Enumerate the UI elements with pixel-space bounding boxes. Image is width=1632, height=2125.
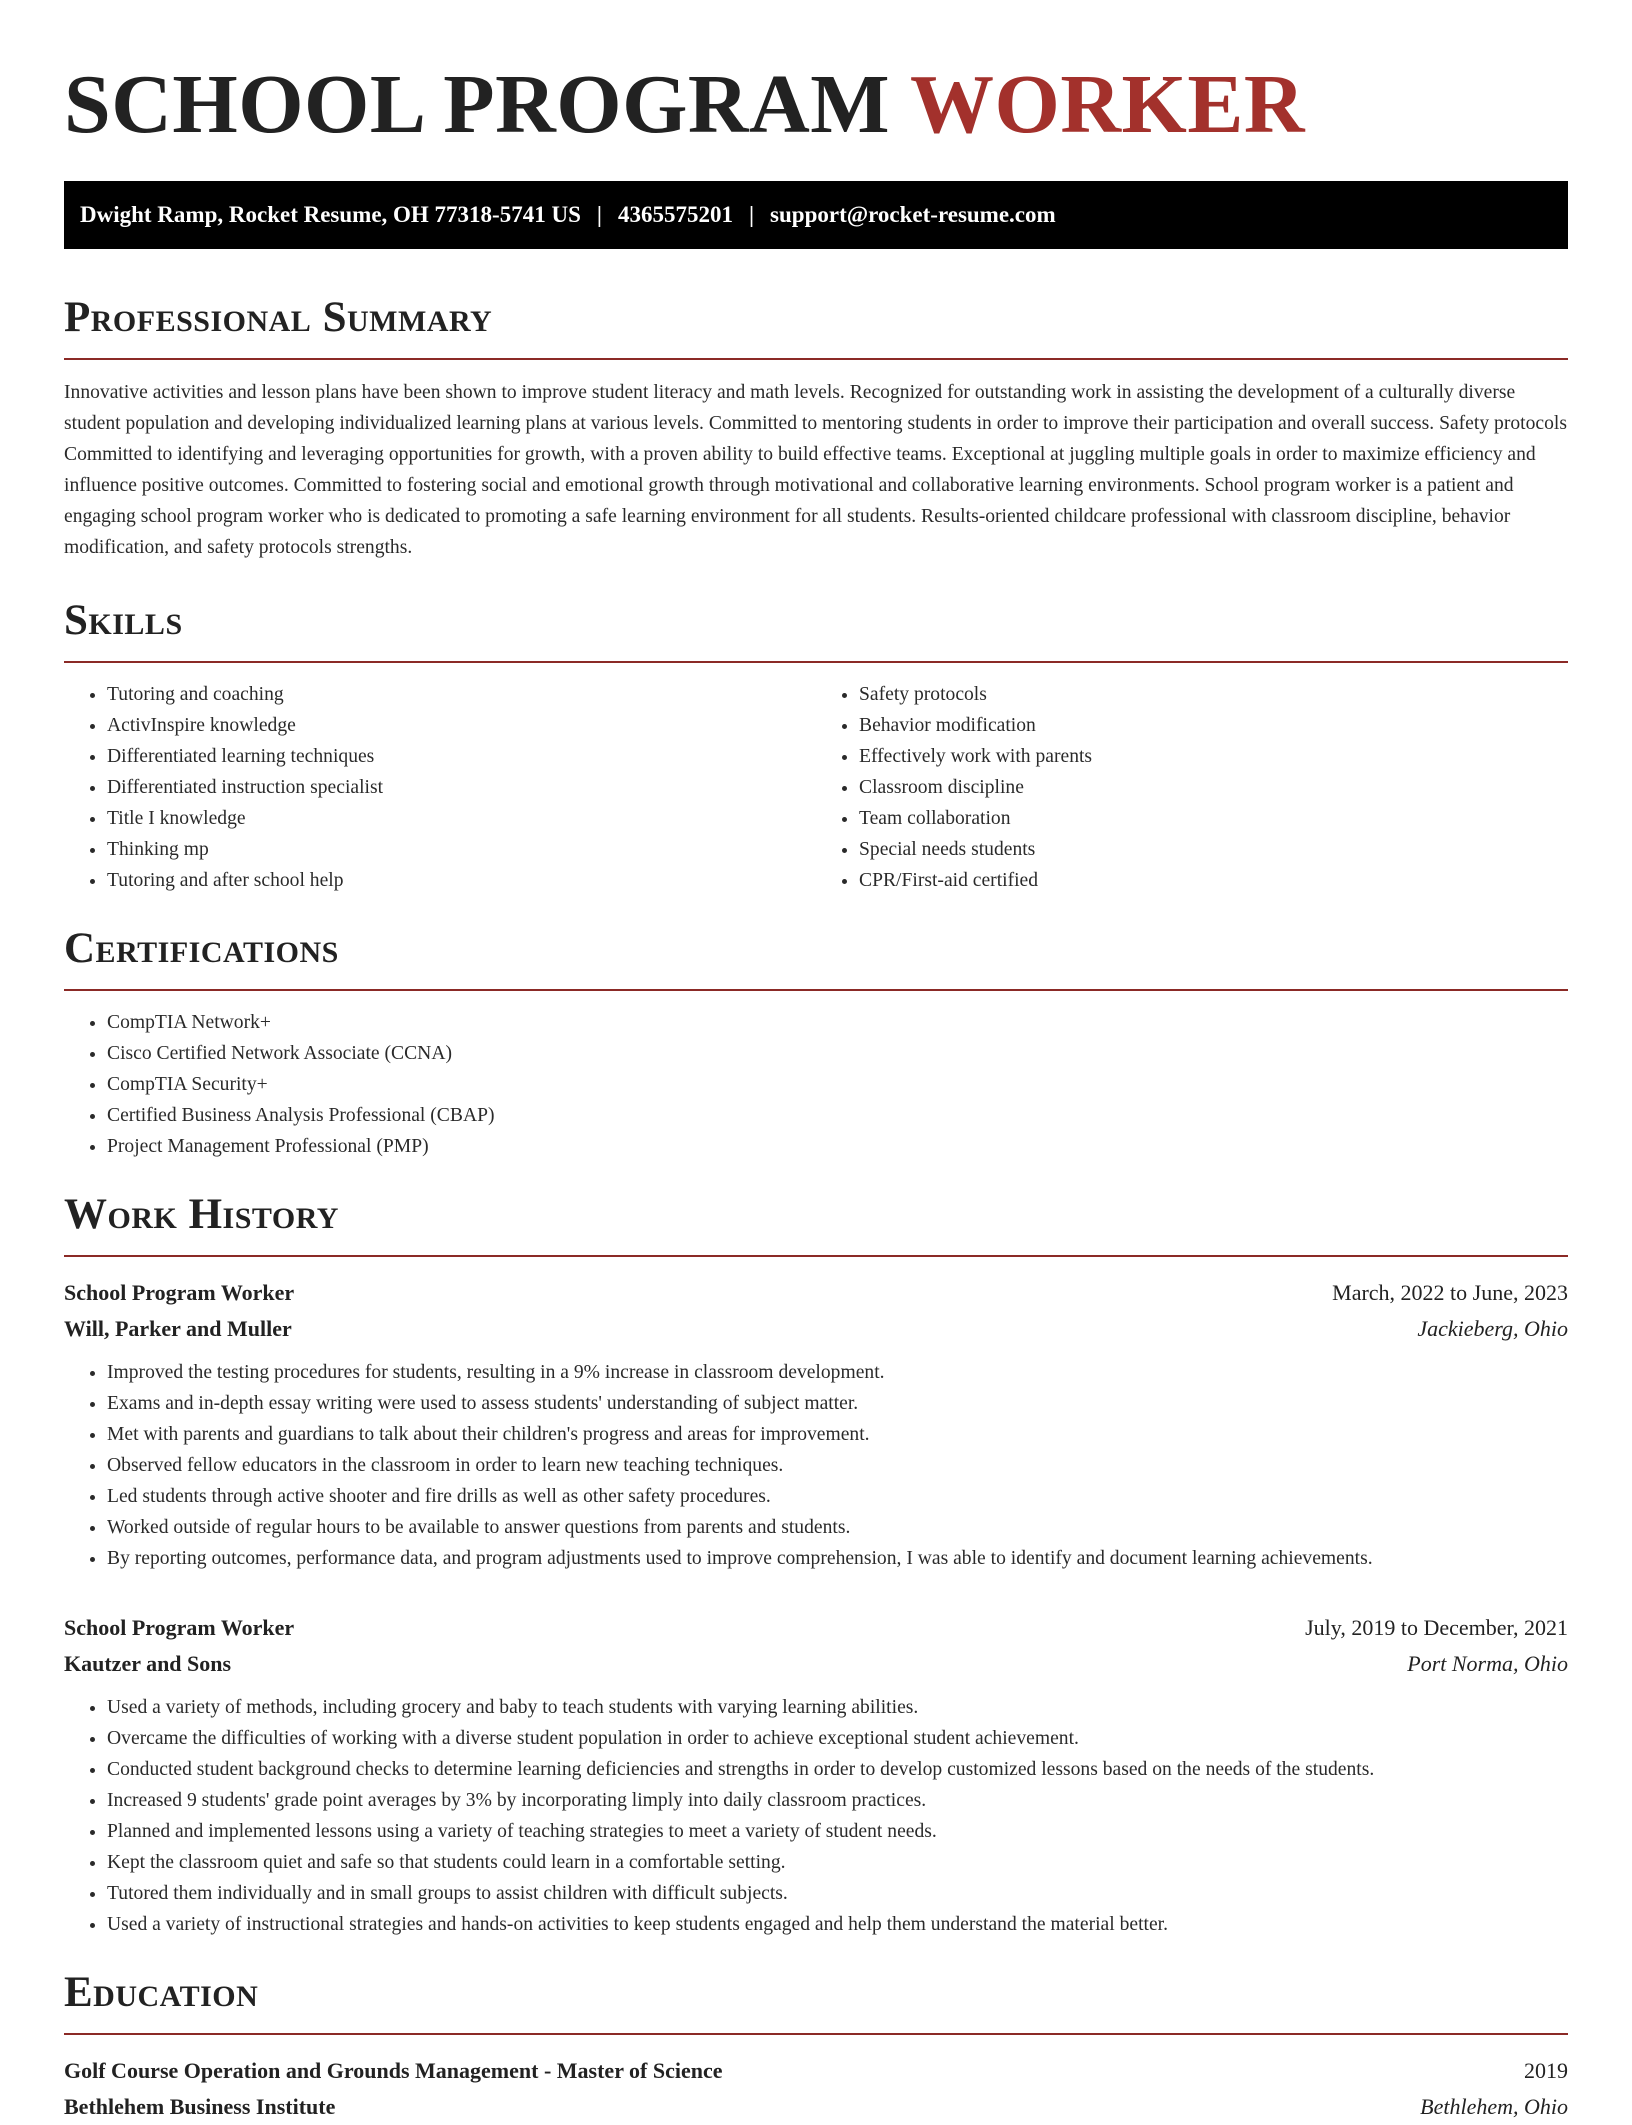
summary-text: Innovative activities and lesson plans have been shown to improve student literacy and math levels. Recognized for outstanding work in assisting the development of a culturally diverse student population and developing individualized learning plans at various levels. Committed to mentoring students in order to improve their participation and overall success. Safety protocols Committed to identifying and leveraging opportunities for growth, with a proven ability to build effective teams. Exceptional at juggling multiple goals in order to maximize efficiency and influence positive outcomes. Committed to fostering social and emotional growth through motivational and collaborative learning environments. School program worker is a patient and engaging school program worker who is dedicated to promoting a safe learning environment for all students. Results-oriented childcare professional with classroom discipline, behavior modification, and safety protocols strengths. — [64, 382, 1567, 558]
skill-item: • CPR/First-aid certified — [859, 865, 1568, 896]
education-school: Bethlehem Business Institute — [64, 2094, 336, 2119]
education-section — [64, 1968, 1568, 2125]
job-location: Port Norma, Ohio — [1407, 1651, 1568, 1676]
certification-item: • Cisco Certified Network Associate (CCNA) — [107, 1038, 1568, 1069]
certification-item: • Certified Business Analysis Professional (CBAP) — [107, 1100, 1568, 1131]
summary-section — [64, 293, 1568, 563]
job-bullet: • Overcame the difficulties of working with a diverse student population in order to achieve exceptional student achievement. — [107, 1723, 1568, 1754]
section-divider — [64, 358, 1568, 360]
education-degree: Golf Course Operation and Grounds Management - Master of Science — [64, 2058, 723, 2083]
contact-phone: 4365575201 — [617, 202, 733, 227]
education-location: Bethlehem, Ohio — [1420, 2094, 1568, 2119]
section-heading: Skills — [64, 597, 183, 644]
job-bullet: • Met with parents and guardians to talk about their children's progress and areas for improvement. — [107, 1419, 1568, 1450]
resume-page — [64, 0, 1568, 2125]
job-bullet: • By reporting outcomes, performance data, and program adjustments used to improve comprehension, I was able to identify and document learning achievements. — [107, 1543, 1568, 1574]
job-entry — [64, 1610, 1568, 1940]
education-entry — [64, 2053, 1568, 2125]
section-divider — [64, 1255, 1568, 1257]
skill-item: • Classroom discipline — [859, 772, 1568, 803]
skill-item: • Safety protocols — [859, 679, 1568, 710]
job-bullets — [64, 1692, 1568, 1940]
section-divider — [64, 2033, 1568, 2035]
skills-section — [64, 596, 1568, 896]
section-divider — [64, 989, 1568, 991]
job-location: Jackieberg, Ohio — [1417, 1316, 1568, 1341]
skill-item: • Effectively work with parents — [859, 741, 1568, 772]
skill-item: • ActivInspire knowledge — [107, 710, 816, 741]
skill-item: • Differentiated instruction specialist — [107, 772, 816, 803]
job-bullet: • Led students through active shooter and fire drills as well as other safety procedures. — [107, 1481, 1568, 1512]
skill-item: • Tutoring and after school help — [107, 865, 816, 896]
skill-item: • Special needs students — [859, 834, 1568, 865]
resume-title — [64, 58, 1568, 152]
certification-item: • CompTIA Security+ — [107, 1069, 1568, 1100]
job-bullet: • Increased 9 students' grade point averages by 3% by incorporating limply into daily classroom practices. — [107, 1785, 1568, 1816]
certifications-section — [64, 924, 1568, 1162]
job-company: Kautzer and Sons — [64, 1651, 232, 1676]
skill-item: • Tutoring and coaching — [107, 679, 816, 710]
work-history-section — [64, 1190, 1568, 1940]
job-bullet: • Exams and in-depth essay writing were used to assess students' understanding of subject matter. — [107, 1388, 1568, 1419]
job-bullet: • Observed fellow educators in the classroom in order to learn new teaching techniques. — [107, 1450, 1568, 1481]
certification-item: • CompTIA Network+ — [107, 1007, 1568, 1038]
job-title: School Program Worker — [64, 1280, 295, 1305]
contact-separator: | — [748, 202, 755, 227]
skills-list-left — [64, 679, 816, 896]
title-main: SCHOOL PROGRAM — [64, 58, 891, 151]
job-company: Will, Parker and Muller — [64, 1316, 292, 1341]
job-entry — [64, 1275, 1568, 1574]
skill-item: • Title I knowledge — [107, 803, 816, 834]
section-heading: Education — [64, 1969, 259, 2016]
job-dates: March, 2022 to June, 2023 — [1332, 1280, 1568, 1305]
job-dates: July, 2019 to December, 2021 — [1305, 1615, 1568, 1640]
skill-item: • Team collaboration — [859, 803, 1568, 834]
job-bullet: • Worked outside of regular hours to be available to answer questions from parents and students. — [107, 1512, 1568, 1543]
contact-email: support@rocket-resume.com — [770, 202, 1056, 227]
job-title: School Program Worker — [64, 1615, 295, 1640]
job-bullets — [64, 1357, 1568, 1574]
skill-item: • Differentiated learning techniques — [107, 741, 816, 772]
certification-item: • Project Management Professional (PMP) — [107, 1131, 1568, 1162]
job-bullet: • Used a variety of instructional strategies and hands-on activities to keep students engaged and help them understand the material better. — [107, 1909, 1568, 1940]
skill-item: • Behavior modification — [859, 710, 1568, 741]
job-bullet: • Improved the testing procedures for students, resulting in a 9% increase in classroom development. — [107, 1357, 1568, 1388]
contact-bar — [64, 181, 1568, 249]
section-heading: Professional Summary — [64, 294, 493, 341]
job-bullet: • Conducted student background checks to determine learning deficiencies and strengths in order to develop customized lessons based on the needs of the students. — [107, 1754, 1568, 1785]
education-year: 2019 — [1524, 2058, 1568, 2083]
skills-list-right — [816, 679, 1568, 896]
section-heading: Work History — [64, 1191, 339, 1238]
job-bullet: • Planned and implemented lessons using a variety of teaching strategies to meet a variety of student needs. — [107, 1816, 1568, 1847]
section-heading: Certifications — [64, 925, 339, 972]
contact-separator: | — [596, 202, 602, 227]
title-accent: WORKER — [910, 58, 1306, 151]
skill-item: • Thinking mp — [107, 834, 816, 865]
job-bullet: • Tutored them individually and in small groups to assist children with difficult subjects. — [107, 1878, 1568, 1909]
job-bullet: • Kept the classroom quiet and safe so that students could learn in a comfortable setting. — [107, 1847, 1568, 1878]
contact-address: Dwight Ramp, Rocket Resume, OH 77318-5741 US — [80, 202, 581, 227]
job-bullet: • Used a variety of methods, including grocery and baby to teach students with varying learning abilities. — [107, 1692, 1568, 1723]
certifications-list — [64, 1007, 1568, 1162]
